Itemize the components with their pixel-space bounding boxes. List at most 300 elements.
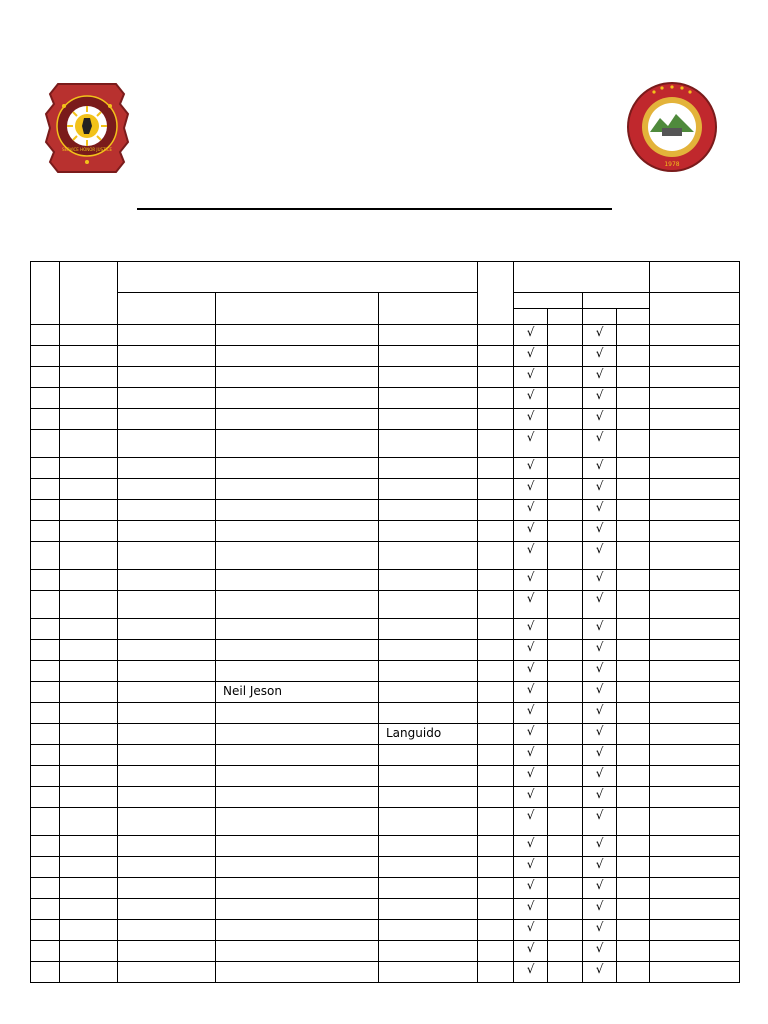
designation-cell	[478, 724, 514, 745]
remarks-cell	[650, 325, 740, 346]
surname-cell	[118, 745, 216, 766]
row-number-cell	[31, 521, 60, 542]
status-b-yes-cell: √	[583, 899, 617, 920]
table-row	[31, 640, 740, 661]
designation-cell	[478, 458, 514, 479]
remarks-cell	[650, 409, 740, 430]
header-row	[31, 262, 740, 293]
status-b-yes-cell: √	[583, 857, 617, 878]
row-number-cell	[31, 661, 60, 682]
remarks-cell	[650, 388, 740, 409]
first-name-cell	[216, 430, 379, 458]
status-b-yes-cell: √	[583, 640, 617, 661]
middle-name-cell	[379, 346, 478, 367]
status-a-yes-cell: √	[514, 640, 548, 661]
status-b-no-cell	[617, 787, 650, 808]
remarks-cell	[650, 682, 740, 703]
surname-cell	[118, 521, 216, 542]
middle-name-cell	[379, 899, 478, 920]
remarks-cell	[650, 745, 740, 766]
status-a-yes-cell: √	[514, 619, 548, 640]
status-b-no-cell	[617, 857, 650, 878]
first-name-cell	[216, 500, 379, 521]
status-b-yes-cell: √	[583, 479, 617, 500]
designation-cell	[478, 591, 514, 619]
status-a-yes-cell: √	[514, 857, 548, 878]
building-icon	[662, 128, 682, 136]
table-row	[31, 857, 740, 878]
table-row	[31, 766, 740, 787]
table-row	[31, 570, 740, 591]
status-b-no-cell	[617, 388, 650, 409]
status-a-no-cell	[548, 920, 583, 941]
rank-cell	[60, 766, 118, 787]
status-b-no-cell	[617, 500, 650, 521]
surname-cell	[118, 591, 216, 619]
designation-cell	[478, 570, 514, 591]
status-a-yes-cell: √	[514, 745, 548, 766]
header-b-no	[617, 309, 650, 325]
first-name-cell	[216, 808, 379, 836]
row-number-cell	[31, 745, 60, 766]
first-name-cell	[216, 703, 379, 724]
status-b-yes-cell: √	[583, 836, 617, 857]
middle-name-cell	[379, 500, 478, 521]
roster-table	[30, 261, 740, 983]
first-name-cell	[216, 367, 379, 388]
designation-cell	[478, 808, 514, 836]
row-number-cell	[31, 878, 60, 899]
status-a-no-cell	[548, 857, 583, 878]
row-number-cell	[31, 808, 60, 836]
rank-cell	[60, 682, 118, 703]
remarks-cell	[650, 591, 740, 619]
status-a-yes-cell: √	[514, 878, 548, 899]
table-row	[31, 808, 740, 836]
remarks-cell	[650, 836, 740, 857]
middle-name-cell	[379, 766, 478, 787]
status-b-no-cell	[617, 458, 650, 479]
designation-cell	[478, 962, 514, 983]
row-number-cell	[31, 857, 60, 878]
first-name-cell	[216, 619, 379, 640]
first-name-cell	[216, 766, 379, 787]
header-name-group	[118, 262, 478, 293]
table-row	[31, 962, 740, 983]
rank-cell	[60, 479, 118, 500]
status-a-no-cell	[548, 682, 583, 703]
first-name-cell	[216, 346, 379, 367]
status-a-no-cell	[548, 570, 583, 591]
row-number-cell	[31, 703, 60, 724]
status-a-no-cell	[548, 640, 583, 661]
rank-cell	[60, 703, 118, 724]
row-number-cell	[31, 724, 60, 745]
surname-cell	[118, 787, 216, 808]
status-b-yes-cell: √	[583, 703, 617, 724]
status-a-no-cell	[548, 325, 583, 346]
status-a-no-cell	[548, 346, 583, 367]
designation-cell	[478, 836, 514, 857]
status-b-no-cell	[617, 367, 650, 388]
rank-cell	[60, 458, 118, 479]
rank-cell	[60, 878, 118, 899]
remarks-cell	[650, 920, 740, 941]
row-number-cell	[31, 367, 60, 388]
rank-cell	[60, 430, 118, 458]
status-a-yes-cell: √	[514, 521, 548, 542]
remarks-cell	[650, 458, 740, 479]
status-a-yes-cell: √	[514, 325, 548, 346]
status-a-yes-cell: √	[514, 899, 548, 920]
surname-cell	[118, 346, 216, 367]
status-b-yes-cell: √	[583, 745, 617, 766]
first-name-cell	[216, 724, 379, 745]
status-a-no-cell	[548, 500, 583, 521]
title-underline	[137, 208, 612, 210]
row-number-cell	[31, 500, 60, 521]
table-row	[31, 367, 740, 388]
rank-cell	[60, 542, 118, 570]
table-row	[31, 388, 740, 409]
designation-cell	[478, 920, 514, 941]
status-a-no-cell	[548, 542, 583, 570]
status-a-no-cell	[548, 899, 583, 920]
remarks-cell	[650, 500, 740, 521]
remarks-cell	[650, 479, 740, 500]
designation-cell	[478, 388, 514, 409]
table-row	[31, 458, 740, 479]
remarks-cell	[650, 857, 740, 878]
surname-cell	[118, 570, 216, 591]
table-row	[31, 787, 740, 808]
status-a-yes-cell: √	[514, 724, 548, 745]
rank-cell	[60, 619, 118, 640]
surname-cell	[118, 325, 216, 346]
status-b-no-cell	[617, 542, 650, 570]
status-b-no-cell	[617, 836, 650, 857]
table-row	[31, 430, 740, 458]
status-a-no-cell	[548, 787, 583, 808]
status-b-no-cell	[617, 962, 650, 983]
designation-cell	[478, 878, 514, 899]
remarks-cell	[650, 430, 740, 458]
row-number-cell	[31, 591, 60, 619]
status-a-no-cell	[548, 724, 583, 745]
first-name-cell	[216, 941, 379, 962]
first-name-cell	[216, 661, 379, 682]
row-number-cell	[31, 766, 60, 787]
surname-cell	[118, 500, 216, 521]
status-a-yes-cell: √	[514, 458, 548, 479]
surname-cell	[118, 836, 216, 857]
regional-seal	[624, 82, 720, 172]
table-row	[31, 836, 740, 857]
surname-cell	[118, 724, 216, 745]
designation-cell	[478, 703, 514, 724]
middle-name-cell	[379, 542, 478, 570]
header-status-group	[514, 262, 650, 293]
status-a-no-cell	[548, 430, 583, 458]
row-number-cell	[31, 899, 60, 920]
rank-cell	[60, 661, 118, 682]
table-row	[31, 346, 740, 367]
rank-cell	[60, 787, 118, 808]
status-a-yes-cell: √	[514, 346, 548, 367]
table-row	[31, 591, 740, 619]
rank-cell	[60, 724, 118, 745]
status-a-yes-cell: √	[514, 836, 548, 857]
designation-cell	[478, 325, 514, 346]
first-name-cell	[216, 787, 379, 808]
first-name-cell	[216, 899, 379, 920]
designation-cell	[478, 367, 514, 388]
remarks-cell	[650, 724, 740, 745]
table-row	[31, 724, 740, 745]
header-first-name	[216, 293, 379, 325]
middle-name-cell	[379, 409, 478, 430]
seal-year: 1978	[664, 161, 680, 168]
pnp-motto: SERVICE HONOR JUSTICE	[61, 147, 113, 152]
status-b-yes-cell: √	[583, 367, 617, 388]
table-row	[31, 542, 740, 570]
header-a-no	[548, 309, 583, 325]
status-b-yes-cell: √	[583, 521, 617, 542]
status-b-no-cell	[617, 661, 650, 682]
remarks-cell	[650, 346, 740, 367]
header-surname	[118, 293, 216, 325]
designation-cell	[478, 346, 514, 367]
status-b-yes-cell: √	[583, 808, 617, 836]
status-a-yes-cell: √	[514, 500, 548, 521]
designation-cell	[478, 941, 514, 962]
table-row	[31, 920, 740, 941]
status-a-no-cell	[548, 766, 583, 787]
surname-cell	[118, 409, 216, 430]
table-row	[31, 878, 740, 899]
status-a-no-cell	[548, 878, 583, 899]
status-b-no-cell	[617, 682, 650, 703]
status-b-no-cell	[617, 479, 650, 500]
designation-cell	[478, 661, 514, 682]
status-b-yes-cell: √	[583, 542, 617, 570]
rank-cell	[60, 591, 118, 619]
designation-cell	[478, 500, 514, 521]
first-name-cell	[216, 640, 379, 661]
status-b-yes-cell: √	[583, 962, 617, 983]
designation-cell	[478, 857, 514, 878]
row-number-cell	[31, 682, 60, 703]
surname-cell	[118, 542, 216, 570]
remarks-cell	[650, 542, 740, 570]
row-number-cell	[31, 962, 60, 983]
header-rank	[60, 262, 118, 325]
remarks-cell	[650, 878, 740, 899]
status-a-no-cell	[548, 962, 583, 983]
table-row	[31, 521, 740, 542]
row-number-cell	[31, 836, 60, 857]
header-remarks-sub	[650, 293, 740, 325]
middle-name-cell	[379, 325, 478, 346]
status-b-no-cell	[617, 920, 650, 941]
status-b-no-cell	[617, 941, 650, 962]
remarks-cell	[650, 962, 740, 983]
first-name-cell	[216, 388, 379, 409]
status-a-no-cell	[548, 388, 583, 409]
remarks-cell	[650, 766, 740, 787]
surname-cell	[118, 682, 216, 703]
status-a-yes-cell: √	[514, 542, 548, 570]
header-middle-name	[379, 293, 478, 325]
remarks-cell	[650, 899, 740, 920]
first-name-cell	[216, 962, 379, 983]
remarks-cell	[650, 619, 740, 640]
row-number-cell	[31, 325, 60, 346]
remarks-cell	[650, 640, 740, 661]
first-name-cell	[216, 857, 379, 878]
status-b-yes-cell: √	[583, 878, 617, 899]
surname-cell	[118, 857, 216, 878]
first-name-cell	[216, 479, 379, 500]
first-name-cell	[216, 458, 379, 479]
first-name-cell	[216, 878, 379, 899]
middle-name-cell	[379, 458, 478, 479]
row-number-cell	[31, 458, 60, 479]
status-a-yes-cell: √	[514, 409, 548, 430]
designation-cell	[478, 409, 514, 430]
header-designation	[478, 262, 514, 325]
middle-name-cell	[379, 570, 478, 591]
status-a-no-cell	[548, 409, 583, 430]
rank-cell	[60, 521, 118, 542]
header-number	[31, 262, 60, 325]
rank-cell	[60, 857, 118, 878]
middle-name-cell	[379, 920, 478, 941]
status-a-no-cell	[548, 458, 583, 479]
status-b-yes-cell: √	[583, 661, 617, 682]
first-name-cell	[216, 325, 379, 346]
status-b-no-cell	[617, 570, 650, 591]
status-a-no-cell	[548, 703, 583, 724]
status-a-no-cell	[548, 661, 583, 682]
status-b-yes-cell: √	[583, 430, 617, 458]
status-b-no-cell	[617, 808, 650, 836]
middle-name-cell	[379, 703, 478, 724]
table-row	[31, 500, 740, 521]
designation-cell	[478, 619, 514, 640]
status-b-no-cell	[617, 591, 650, 619]
status-b-no-cell	[617, 899, 650, 920]
surname-cell	[118, 458, 216, 479]
status-a-yes-cell: √	[514, 703, 548, 724]
rank-cell	[60, 640, 118, 661]
row-number-cell	[31, 920, 60, 941]
status-b-yes-cell: √	[583, 346, 617, 367]
middle-name-cell	[379, 367, 478, 388]
status-b-no-cell	[617, 619, 650, 640]
rank-cell	[60, 941, 118, 962]
designation-cell	[478, 640, 514, 661]
table-row	[31, 479, 740, 500]
rank-cell	[60, 570, 118, 591]
header-status-b	[583, 293, 650, 309]
status-b-no-cell	[617, 521, 650, 542]
rank-cell	[60, 899, 118, 920]
rank-cell	[60, 346, 118, 367]
status-b-no-cell	[617, 640, 650, 661]
status-b-yes-cell: √	[583, 458, 617, 479]
status-a-yes-cell: √	[514, 787, 548, 808]
rank-cell	[60, 962, 118, 983]
status-b-yes-cell: √	[583, 619, 617, 640]
status-b-yes-cell: √	[583, 409, 617, 430]
row-number-cell	[31, 570, 60, 591]
status-a-yes-cell: √	[514, 367, 548, 388]
surname-cell	[118, 430, 216, 458]
designation-cell	[478, 682, 514, 703]
rank-cell	[60, 409, 118, 430]
surname-cell	[118, 766, 216, 787]
status-b-no-cell	[617, 703, 650, 724]
status-b-no-cell	[617, 409, 650, 430]
middle-name-cell	[379, 521, 478, 542]
middle-name-cell: Languido	[379, 724, 478, 745]
status-b-yes-cell: √	[583, 570, 617, 591]
first-name-cell	[216, 920, 379, 941]
status-b-no-cell	[617, 745, 650, 766]
first-name-cell: Neil Jeson	[216, 682, 379, 703]
surname-cell	[118, 479, 216, 500]
surname-cell	[118, 878, 216, 899]
status-a-yes-cell: √	[514, 430, 548, 458]
middle-name-cell	[379, 388, 478, 409]
row-number-cell	[31, 346, 60, 367]
roster-body	[31, 262, 740, 983]
table-row	[31, 661, 740, 682]
designation-cell	[478, 766, 514, 787]
status-a-no-cell	[548, 521, 583, 542]
status-b-yes-cell: √	[583, 766, 617, 787]
row-number-cell	[31, 409, 60, 430]
surname-cell	[118, 388, 216, 409]
status-a-no-cell	[548, 479, 583, 500]
status-b-yes-cell: √	[583, 500, 617, 521]
pnp-logo	[44, 82, 130, 174]
first-name-cell	[216, 745, 379, 766]
status-b-no-cell	[617, 325, 650, 346]
status-b-no-cell	[617, 878, 650, 899]
status-a-yes-cell: √	[514, 591, 548, 619]
status-b-yes-cell: √	[583, 787, 617, 808]
rank-cell	[60, 388, 118, 409]
middle-name-cell	[379, 430, 478, 458]
status-a-no-cell	[548, 619, 583, 640]
middle-name-cell	[379, 941, 478, 962]
designation-cell	[478, 542, 514, 570]
status-a-yes-cell: √	[514, 941, 548, 962]
status-a-yes-cell: √	[514, 661, 548, 682]
status-b-no-cell	[617, 346, 650, 367]
remarks-cell	[650, 521, 740, 542]
middle-name-cell	[379, 962, 478, 983]
surname-cell	[118, 640, 216, 661]
status-b-no-cell	[617, 766, 650, 787]
surname-cell	[118, 962, 216, 983]
table-row	[31, 745, 740, 766]
middle-name-cell	[379, 857, 478, 878]
table-row	[31, 941, 740, 962]
surname-cell	[118, 941, 216, 962]
